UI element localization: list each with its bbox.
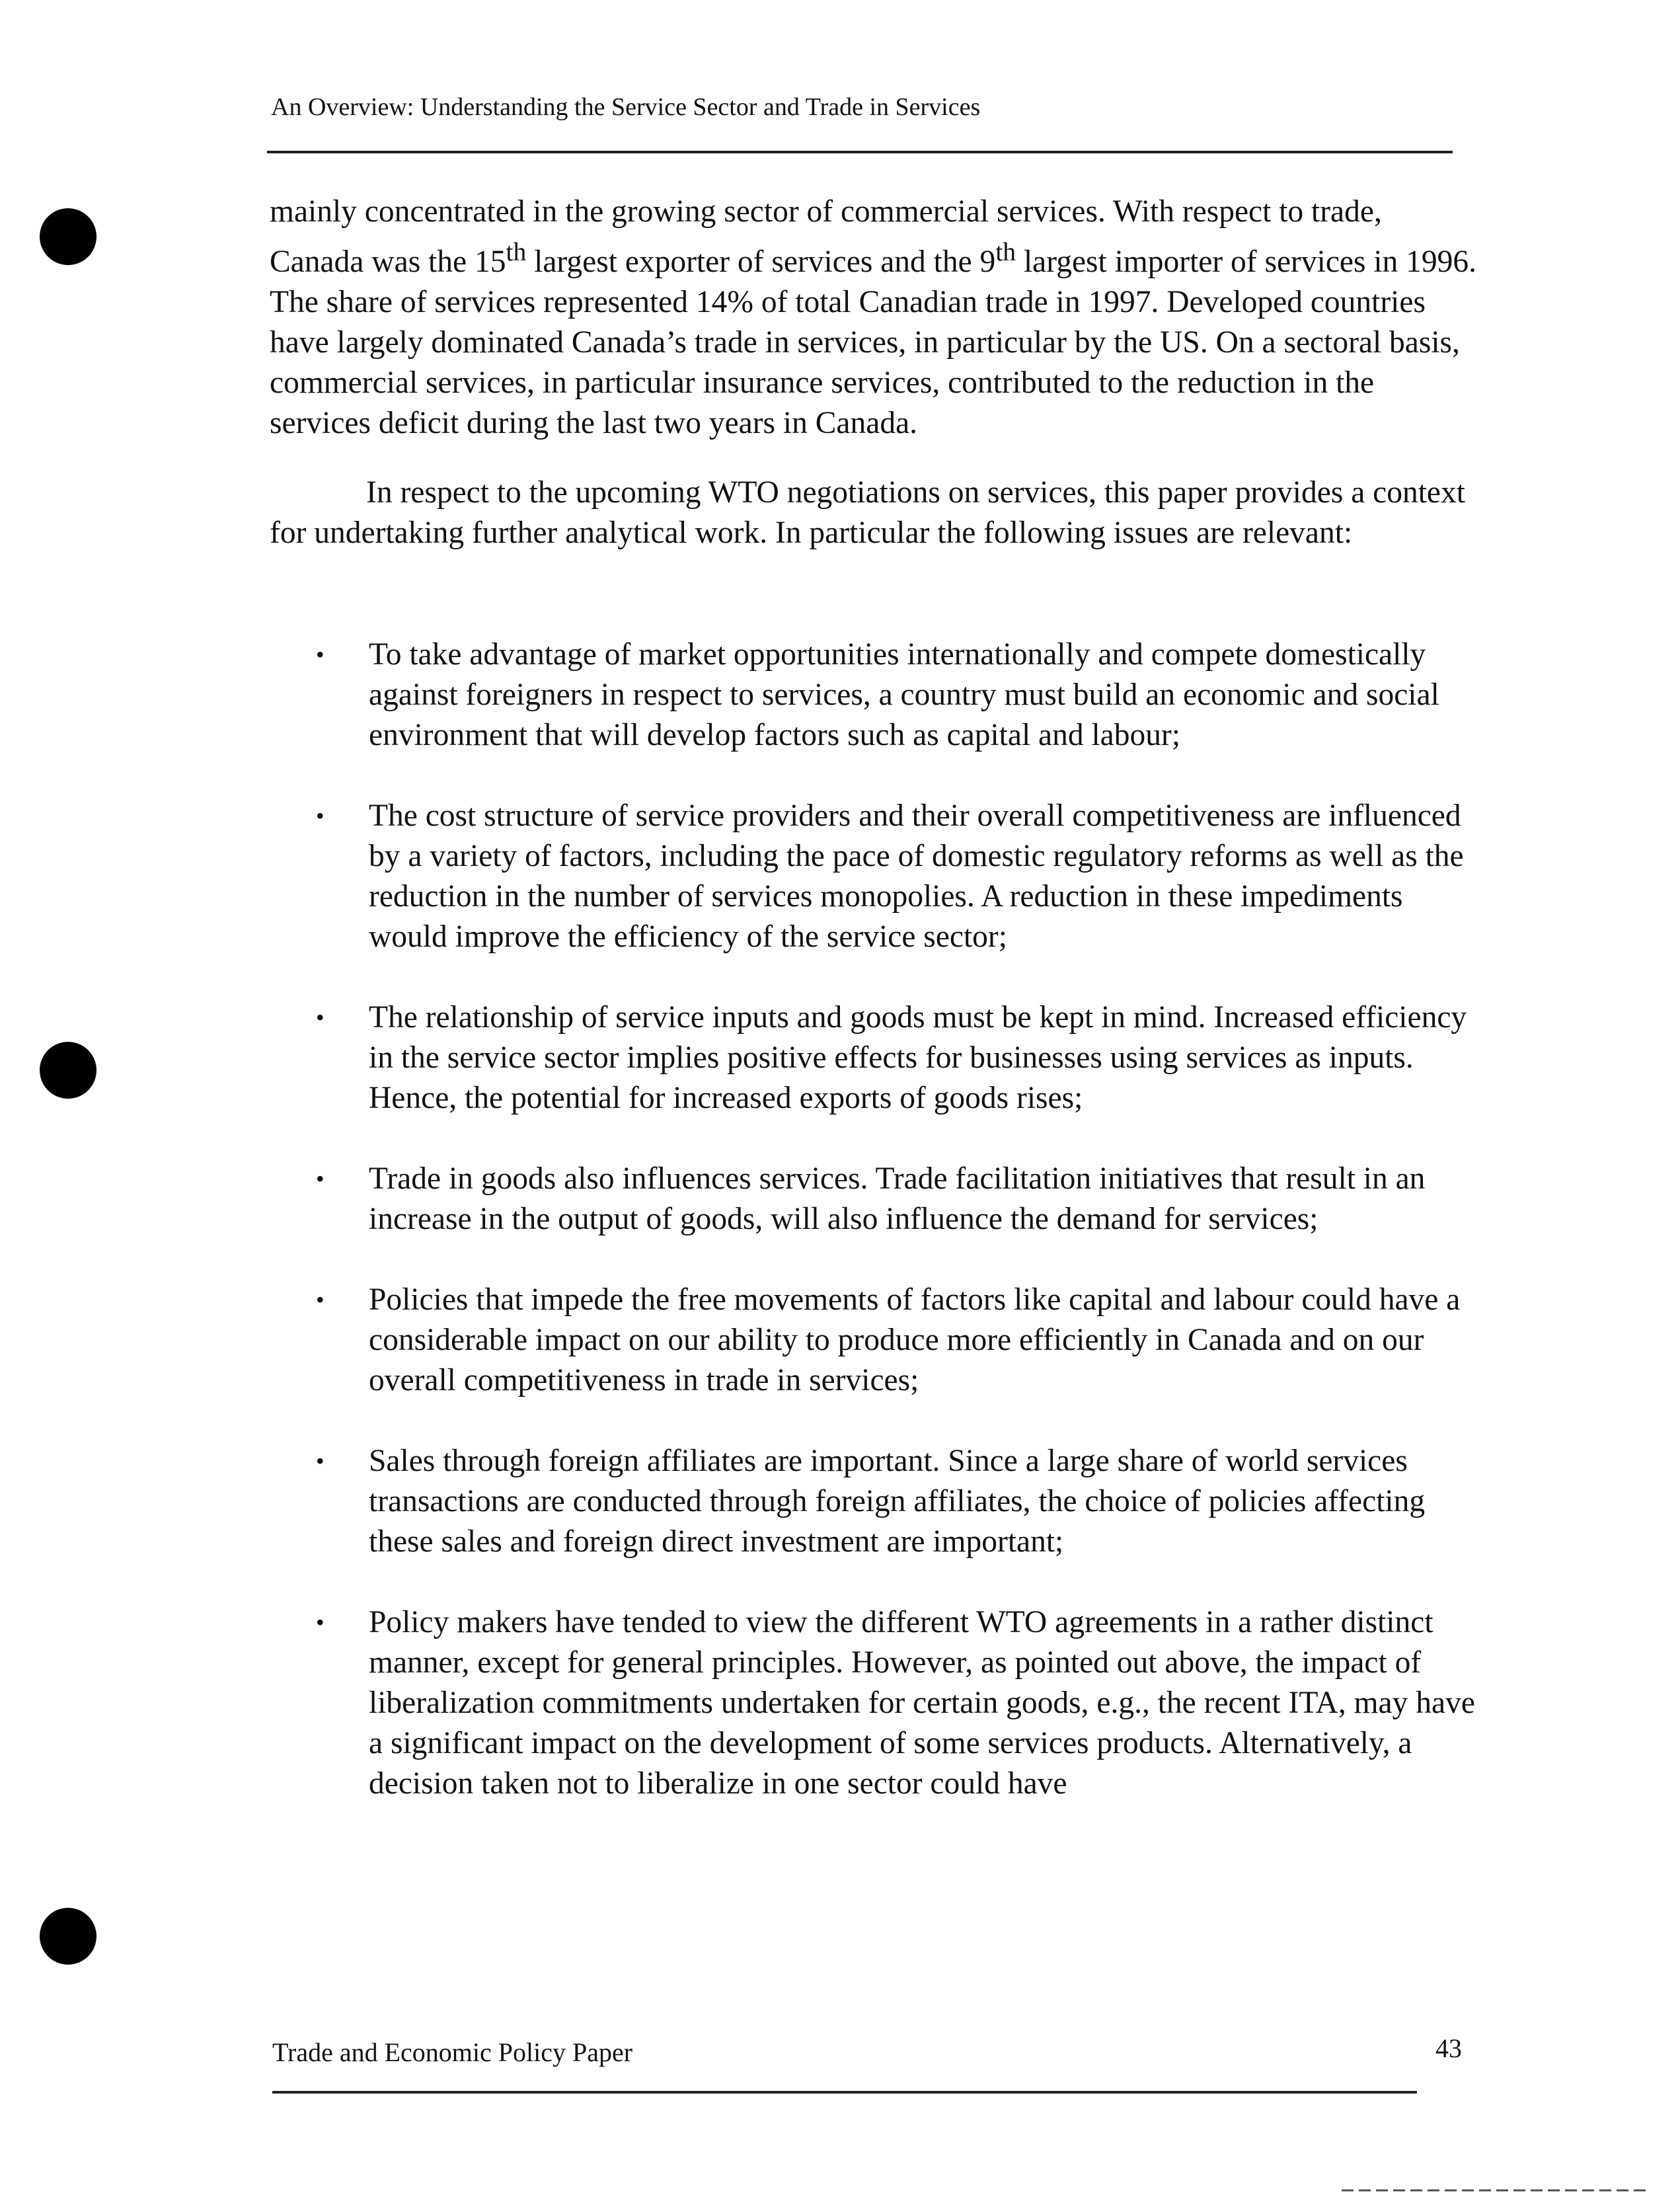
- paragraph-text: largest exporter of services and the 9: [526, 244, 996, 279]
- bullet-icon: •: [316, 803, 325, 829]
- list-item: [0, 796, 1680, 957]
- list-item-text: The cost structure of service providers and their overall competitiveness are influenced by a variety of factors, including the pace of domestic regulatory reforms as well as the reduction in the number of services monopolies. A reduction in these impediments would improve the efficiency of the service sector;: [369, 799, 1464, 954]
- body-paragraph: In respect to the upcoming WTO negotiations on services, this paper provides a context for undertaking further analytical work. In particular the following issues are relevant:: [270, 475, 1465, 550]
- footer-title: Trade and Economic Policy Paper: [272, 2037, 633, 2067]
- body-paragraph: [270, 192, 1479, 444]
- list-item: [0, 998, 1680, 1119]
- binder-hole: [40, 208, 96, 265]
- paragraph-text: largest importer of services in 1996. The share of services represented 14% of total Canadian trade in 1997. Developed countries have largely dominated Canada’s trade in services, in particular by the US. On a sectoral basis, commercial services, in particular insurance services, contributed to the reduction in the services deficit during the last two years in Canada.: [270, 244, 1477, 440]
- footer-rule: [272, 2091, 1417, 2094]
- list-item-text: Sales through foreign affiliates are important. Since a large share of world services transactions are conducted through foreign affiliates, the choice of policies affecting these sales and foreign direct investment are important;: [369, 1444, 1426, 1559]
- paragraph-text: mainly concentrated in the growing sector of commercial services. With respect to trade, Canada was the 15: [270, 194, 1382, 279]
- bullet-icon: •: [316, 1609, 325, 1635]
- list-item-text: Policies that impede the free movements of factors like capital and labour could have a considerable impact on our ability to produce more efficiently in Canada and on our overall competitiveness in trade in services;: [369, 1282, 1461, 1397]
- list-item: [0, 1441, 1680, 1562]
- page-number: 43: [1435, 2033, 1462, 2063]
- list-item: [0, 1602, 1680, 1804]
- list-item: [0, 635, 1680, 756]
- list-item-text: Policy makers have tended to view the different WTO agreements in a rather distinct manner, except for general principles. However, as pointed out above, the impact of liberalization commitments undertaken for certain goods, e.g., the recent ITA, may have a significant impact on the development of some services products. Alternatively, a decision taken not to liberalize in one sector could have: [369, 1605, 1475, 1801]
- scan-artifact-rule: [1342, 2189, 1646, 2191]
- binder-hole: [40, 1908, 96, 1965]
- issues-list: [0, 635, 1680, 1844]
- list-item: [0, 1159, 1680, 1239]
- bullet-icon: •: [316, 1004, 325, 1031]
- bullet-icon: •: [316, 1165, 325, 1192]
- ordinal-suffix: th: [506, 237, 527, 266]
- list-item: [0, 1280, 1680, 1401]
- header-rule: [267, 151, 1453, 153]
- list-item-text: The relationship of service inputs and goods must be kept in mind. Increased efficiency in the service sector implies positive effects for businesses using services as inputs. Hence, the potential for increased exports of goods rises;: [369, 1000, 1467, 1115]
- ordinal-suffix: th: [995, 237, 1016, 266]
- bullet-icon: •: [316, 641, 325, 668]
- bullet-icon: •: [316, 1448, 325, 1474]
- bullet-icon: •: [316, 1286, 325, 1313]
- running-header: An Overview: Understanding the Service Sector and Trade in Services: [271, 93, 981, 121]
- list-item-text: Trade in goods also influences services. Trade facilitation initiatives that result in an increase in the output of goods, will also influence the demand for services;: [369, 1161, 1426, 1236]
- list-item-text: To take advantage of market opportunities internationally and compete domestically against foreigners in respect to services, a country must build an economic and social environment that will develop factors such as capital and labour;: [369, 637, 1439, 752]
